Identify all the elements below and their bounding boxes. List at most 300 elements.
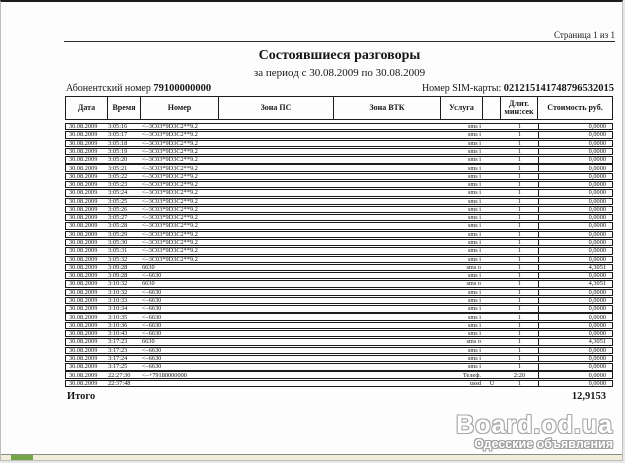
column-header-cost: Стоимость руб. — [547, 103, 603, 112]
cell-zone-vtk — [334, 372, 441, 377]
cell-number: 6630 — [142, 281, 155, 287]
cell-number: <–3C03*9D3C2**9.2 — [142, 248, 198, 254]
cell-cost: 0,0000 — [538, 306, 612, 311]
cell-service: sms i — [467, 181, 481, 188]
cell-flag — [483, 232, 501, 237]
cell-zone-vtk — [334, 306, 441, 311]
cell-time: 3:17:23 — [108, 347, 128, 353]
cell-zone-ps — [219, 356, 334, 361]
cell-time: 3:05:30 — [108, 239, 128, 246]
cell-date: 30.08.2009 — [69, 132, 98, 138]
cell-zone-vtk — [334, 232, 441, 237]
cell-flag — [483, 290, 501, 295]
cell-service: ussd — [469, 380, 481, 387]
cell-time: 22:37:48 — [108, 380, 131, 387]
cell-zone-vtk — [334, 257, 441, 262]
cell-zone-vtk — [334, 240, 441, 245]
cell-date: 30.08.2009 — [69, 347, 98, 353]
cell-duration: 1 — [517, 306, 522, 312]
column-header-zone-ps: Зона ПС — [219, 97, 334, 119]
cell-zone-ps — [219, 331, 334, 336]
cell-flag: U — [489, 380, 495, 387]
table-row — [65, 239, 613, 246]
column-header-duration: Длит. мин:сек — [501, 97, 538, 119]
cell-date: 30.08.2009 — [69, 173, 98, 180]
cell-date: 30.08.2009 — [69, 248, 98, 254]
cell-service: sms i — [467, 206, 481, 213]
cell-number: <–3C03*9D3C2**9.2 — [142, 256, 198, 262]
cell-number: <–3C03*9D3C2**9.2 — [142, 239, 198, 246]
cell-number: <–6630 — [142, 306, 162, 312]
cell-cost: 0,0000 — [538, 290, 612, 295]
cell-time: 3:05:20 — [108, 157, 128, 163]
cell-zone-ps — [219, 141, 334, 146]
cell-cost: 4,3051 — [538, 265, 612, 270]
table-row — [65, 189, 613, 196]
cell-cost: 0,0000 — [538, 348, 612, 353]
table-row — [65, 222, 613, 229]
cell-duration: 1 — [517, 157, 522, 163]
cell-zone-vtk — [334, 199, 441, 204]
cell-zone-vtk — [334, 339, 441, 344]
cell-time: 3:05:25 — [108, 198, 128, 204]
cell-service: sms i — [467, 364, 481, 370]
cell-flag — [483, 165, 501, 170]
cell-zone-ps — [219, 248, 334, 253]
cell-zone-ps — [219, 265, 334, 270]
table-row — [65, 355, 613, 362]
cell-flag — [483, 149, 501, 154]
cell-time: 3:10:34 — [108, 306, 128, 312]
cell-number: <–3C03*9D3C2**9.2 — [142, 173, 198, 180]
table-row — [65, 363, 613, 370]
cell-service: sms i — [467, 331, 481, 337]
cell-zone-ps — [219, 348, 334, 353]
table-body — [65, 123, 613, 387]
column-header-flag — [483, 97, 501, 119]
cell-date: 30.08.2009 — [69, 231, 98, 238]
cell-number: <–3C03*9D3C2**9.2 — [142, 165, 198, 171]
cell-date: 30.08.2009 — [69, 148, 98, 155]
cell-time: 3:10:33 — [108, 297, 128, 304]
cell-duration: 1 — [517, 256, 522, 262]
cell-cost: 0,0000 — [538, 132, 612, 137]
table-row — [65, 338, 613, 345]
table-row — [65, 198, 613, 205]
cell-service: sms i — [467, 215, 481, 221]
cell-zone-vtk — [334, 207, 441, 212]
table-row — [65, 123, 613, 130]
cell-cost: 0,0000 — [538, 356, 612, 361]
table-row — [65, 164, 613, 171]
cell-zone-ps — [219, 298, 334, 303]
cell-flag — [483, 314, 501, 319]
cell-date: 30.08.2009 — [69, 322, 98, 329]
cell-zone-vtk — [334, 182, 441, 187]
cell-number: <–3C03*9D3C2**9.2 — [142, 215, 198, 221]
cell-zone-vtk — [334, 248, 441, 253]
cell-date: 30.08.2009 — [69, 355, 98, 362]
cell-duration: 1 — [517, 364, 522, 370]
cell-number: <–3C03*9D3C2**9.2 — [142, 223, 198, 229]
total-label: Итого — [67, 391, 96, 403]
cell-time: 3:10:36 — [108, 322, 128, 329]
cell-number: <–6630 — [142, 314, 162, 320]
cell-time: 3:05:17 — [108, 132, 128, 138]
cell-date: 30.08.2009 — [69, 198, 98, 204]
cell-duration: 1 — [517, 322, 522, 329]
cell-zone-vtk — [334, 265, 441, 270]
cell-cost: 4,3051 — [538, 339, 612, 344]
column-header-service: Услуга — [441, 97, 483, 119]
cell-duration: 1 — [517, 181, 522, 188]
cell-time: 3:05:24 — [108, 190, 128, 196]
cell-flag — [483, 223, 501, 228]
cell-service: sms i — [467, 314, 481, 320]
cell-zone-vtk — [334, 132, 441, 137]
watermark — [456, 413, 613, 451]
cell-zone-ps — [219, 223, 334, 228]
cell-zone-ps — [219, 240, 334, 245]
cell-flag — [483, 364, 501, 369]
cell-number: <–3C03*9D3C2**9.2 — [142, 231, 198, 238]
column-header-zone-vtk: Зона ВТК — [334, 97, 441, 119]
cell-zone-vtk — [334, 149, 441, 154]
table-row — [65, 131, 613, 138]
table-row — [65, 380, 613, 387]
cell-flag — [483, 215, 501, 220]
cell-date: 30.08.2009 — [69, 372, 98, 378]
cell-zone-vtk — [334, 331, 441, 336]
table-row — [65, 347, 613, 354]
cell-zone-ps — [219, 290, 334, 295]
cell-duration: 1 — [517, 239, 522, 246]
cell-flag — [483, 207, 501, 212]
total-value: 12,9153 — [571, 391, 606, 403]
cell-date: 30.08.2009 — [69, 157, 98, 163]
cell-zone-vtk — [334, 298, 441, 303]
cell-zone-ps — [219, 257, 334, 262]
cell-time: 3:05:21 — [108, 165, 128, 171]
cell-cost: 0,0000 — [538, 364, 612, 369]
cell-number: <–6630 — [142, 322, 162, 329]
cell-flag — [483, 257, 501, 262]
cell-number: <–3C03*9D3C2**9.2 — [142, 132, 198, 138]
cell-zone-vtk — [334, 190, 441, 195]
subscriber-number-label: Абонентский номер — [66, 83, 151, 94]
cell-service: sms i — [467, 306, 481, 312]
sim-number-value: 021215141748796532015 — [503, 83, 614, 94]
cell-cost: 0,0000 — [538, 157, 612, 162]
cell-duration: 1 — [517, 165, 522, 171]
cell-zone-ps — [219, 149, 334, 154]
cell-number: <–6630 — [142, 347, 162, 353]
cell-date: 30.08.2009 — [69, 339, 98, 345]
table-row — [65, 173, 613, 180]
cell-cost: 0,0000 — [538, 298, 612, 303]
strip-accent-segment — [11, 455, 33, 460]
table-row — [65, 206, 613, 213]
cell-flag — [483, 248, 501, 253]
cell-zone-vtk — [334, 141, 441, 146]
table-row — [65, 297, 613, 304]
cell-cost: 0,0000 — [538, 174, 612, 179]
cell-cost: 0,0000 — [538, 207, 612, 212]
cell-number: <–3C03*9D3C2**9.2 — [142, 181, 198, 188]
cell-date: 30.08.2009 — [69, 297, 98, 304]
cell-flag — [483, 190, 501, 195]
cell-time: 3:05:31 — [108, 248, 128, 254]
subscriber-number-value: 79100000000 — [153, 83, 212, 94]
cell-number: <–3C03*9D3C2**9.2 — [142, 140, 198, 146]
cell-zone-ps — [219, 207, 334, 212]
cell-flag — [483, 132, 501, 137]
cell-flag — [483, 331, 501, 336]
cell-service: sms i — [467, 239, 481, 246]
cell-date: 30.08.2009 — [69, 289, 98, 296]
cell-service: sms i — [467, 273, 481, 279]
cell-date: 30.08.2009 — [69, 281, 98, 287]
table-row — [65, 214, 613, 221]
cell-service: sms i — [467, 322, 481, 329]
cell-zone-ps — [219, 314, 334, 319]
cell-flag — [483, 348, 501, 353]
cell-service: sms i — [467, 165, 481, 171]
cell-service: sms i — [467, 248, 481, 254]
cell-flag — [483, 372, 501, 377]
cell-time: 3:17:24 — [108, 355, 128, 362]
cell-number: <–3C03*9D3C2**9.2 — [142, 148, 198, 155]
cell-service: sms i — [467, 198, 481, 204]
cell-number: <–6630 — [142, 273, 162, 279]
table-row — [65, 231, 613, 238]
sim-number-group — [422, 83, 614, 94]
cell-duration: 2:20 — [513, 372, 526, 378]
cell-date: 30.08.2009 — [69, 364, 98, 370]
cell-duration: 1 — [517, 132, 522, 138]
subscriber-number-group — [66, 83, 211, 94]
cell-zone-ps — [219, 323, 334, 328]
cell-time: 3:17:25 — [108, 364, 128, 370]
cell-service: sms o — [466, 264, 481, 271]
cell-flag — [483, 182, 501, 187]
cell-date: 30.08.2009 — [69, 273, 98, 279]
cell-date: 30.08.2009 — [69, 306, 98, 312]
cell-zone-vtk — [334, 281, 441, 286]
cell-number: <–6630 — [142, 364, 162, 370]
cell-duration: 1 — [517, 314, 522, 320]
cell-zone-ps — [219, 273, 334, 278]
cell-zone-vtk — [334, 323, 441, 328]
cell-zone-ps — [219, 165, 334, 170]
cell-cost: 0,0000 — [538, 215, 612, 220]
table-header-row — [65, 96, 613, 120]
cell-service: sms i — [467, 140, 481, 146]
table-row — [65, 264, 613, 271]
cell-zone-ps — [219, 124, 334, 129]
table-row — [65, 156, 613, 163]
cell-date: 30.08.2009 — [69, 215, 98, 221]
cell-service: sms o — [466, 281, 481, 287]
cell-service: sms i — [467, 231, 481, 238]
cell-service: sms o — [466, 339, 481, 345]
cell-time: 3:05:16 — [108, 124, 128, 130]
cell-zone-vtk — [334, 174, 441, 179]
cell-duration: 1 — [517, 140, 522, 146]
cell-zone-ps — [219, 182, 334, 187]
document-title: Состоявшиеся разговоры — [258, 48, 421, 63]
cell-flag — [483, 339, 501, 344]
cell-duration: 1 — [517, 198, 522, 204]
cell-duration: 1 — [517, 173, 522, 180]
column-header-date: Дата — [66, 97, 108, 119]
table-row — [65, 305, 613, 312]
cell-date: 30.08.2009 — [69, 256, 98, 262]
cell-date: 30.08.2009 — [69, 124, 98, 130]
cell-duration: 1 — [517, 347, 522, 353]
cell-cost: 0,0000 — [538, 232, 612, 237]
cell-date: 30.08.2009 — [69, 331, 98, 337]
cell-flag — [483, 199, 501, 204]
cell-cost: 0,0000 — [538, 141, 612, 146]
cell-cost: 0,0000 — [538, 248, 612, 253]
cell-zone-ps — [219, 199, 334, 204]
cell-zone-ps — [219, 381, 334, 386]
cell-duration: 1 — [517, 331, 522, 337]
cell-duration: 1 — [517, 297, 522, 304]
cell-number: <–3C03*9D3C2**9.2 — [142, 124, 198, 130]
cell-flag — [483, 306, 501, 311]
cell-cost: 0,0000 — [538, 199, 612, 204]
cell-cost: 0,0000 — [538, 372, 612, 377]
cell-cost: 0,0000 — [538, 165, 612, 170]
cell-zone-vtk — [334, 364, 441, 369]
cell-date: 30.08.2009 — [69, 165, 98, 171]
cell-time: 3:05:23 — [108, 181, 128, 188]
cell-zone-vtk — [334, 290, 441, 295]
cell-service: Телеф. — [462, 372, 481, 378]
cell-service: sms i — [467, 190, 481, 196]
cell-zone-ps — [219, 339, 334, 344]
cell-date: 30.08.2009 — [69, 140, 98, 146]
cell-number: 6630 — [142, 264, 155, 271]
cell-time: 3:05:32 — [108, 256, 128, 262]
table-row — [65, 272, 613, 279]
sim-number-label: Номер SIM-карты: — [421, 83, 502, 94]
cell-service: sms i — [467, 223, 481, 229]
cell-flag — [483, 356, 501, 361]
cell-zone-vtk — [334, 215, 441, 220]
cell-flag — [483, 157, 501, 162]
cell-flag — [483, 273, 501, 278]
cell-time: 3:10:32 — [108, 281, 128, 287]
cell-duration: 1 — [517, 190, 522, 196]
watermark-subtitle: Одесские объявления — [474, 437, 613, 451]
cell-duration: 1 — [517, 231, 522, 238]
table-row — [65, 181, 613, 188]
cell-cost: 0,0000 — [538, 124, 612, 129]
cell-cost: 0,0000 — [538, 182, 612, 187]
cell-number: <–3C03*9D3C2**9.2 — [142, 206, 198, 213]
cell-duration: 1 — [517, 223, 522, 229]
cell-service: sms i — [467, 355, 481, 362]
cell-cost: 0,0000 — [538, 190, 612, 195]
cell-service: sms i — [467, 157, 481, 163]
cell-zone-vtk — [334, 356, 441, 361]
cell-duration: 1 — [517, 264, 522, 271]
cell-number: <–6630 — [142, 331, 162, 337]
cell-duration: 1 — [517, 281, 522, 287]
cell-number: <–3C03*9D3C2**9.2 — [142, 190, 198, 196]
table-row — [65, 140, 613, 147]
cell-cost: 0,0000 — [538, 273, 612, 278]
cell-time: 3:10:43 — [108, 331, 128, 337]
cell-duration: 1 — [517, 206, 522, 213]
cell-date: 30.08.2009 — [69, 239, 98, 246]
cell-flag — [483, 281, 501, 286]
cell-zone-vtk — [334, 157, 441, 162]
cell-time: 3:09:28 — [108, 264, 128, 271]
cell-number: <–6630 — [142, 297, 162, 304]
table-row — [65, 148, 613, 155]
cell-number: <–6630 — [142, 289, 162, 296]
cell-flag — [483, 323, 501, 328]
cell-cost: 0,0000 — [538, 331, 612, 336]
cell-zone-vtk — [334, 273, 441, 278]
cell-date: 30.08.2009 — [69, 314, 98, 320]
page-number: Страница 1 из 1 — [554, 30, 615, 40]
cell-zone-ps — [219, 132, 334, 137]
cell-duration: 1 — [517, 124, 522, 130]
cell-time: 3:10:32 — [108, 289, 128, 296]
document-content — [64, 2, 615, 402]
table-row — [65, 247, 613, 254]
account-line — [64, 83, 615, 94]
cell-time: 3:05:27 — [108, 215, 128, 221]
cell-zone-vtk — [334, 223, 441, 228]
cell-date: 30.08.2009 — [69, 181, 98, 188]
cell-flag — [483, 124, 501, 129]
table-row — [65, 322, 613, 329]
cell-zone-ps — [219, 157, 334, 162]
cell-service: sms i — [467, 173, 481, 180]
bottom-strip — [1, 454, 622, 460]
cell-time: 3:05:28 — [108, 223, 128, 229]
cell-zone-ps — [219, 190, 334, 195]
cell-zone-vtk — [334, 165, 441, 170]
cell-duration: 1 — [517, 289, 522, 296]
cell-cost: 0,0000 — [538, 223, 612, 228]
cell-time: 3:05:18 — [108, 140, 128, 146]
document-subtitle: за период с 30.08.2009 по 30.08.2009 — [253, 67, 426, 79]
cell-zone-ps — [219, 174, 334, 179]
cell-time: 3:17:23 — [108, 339, 128, 345]
watermark-logo: Board.od.ua — [456, 411, 613, 439]
cell-service: sms i — [467, 124, 481, 130]
cell-flag — [483, 141, 501, 146]
cell-zone-ps — [219, 215, 334, 220]
cell-duration: 1 — [517, 355, 522, 362]
cell-number: <–3C03*9D3C2**9.2 — [142, 157, 198, 163]
cell-cost: 0,0000 — [538, 314, 612, 319]
cell-time: 22:27:30 — [108, 372, 131, 378]
cell-service: sms i — [467, 148, 481, 155]
cell-zone-vtk — [334, 314, 441, 319]
cell-number: 6630 — [142, 339, 155, 345]
cell-duration: 1 — [517, 380, 522, 387]
cell-zone-vtk — [334, 124, 441, 129]
table-row — [65, 256, 613, 263]
